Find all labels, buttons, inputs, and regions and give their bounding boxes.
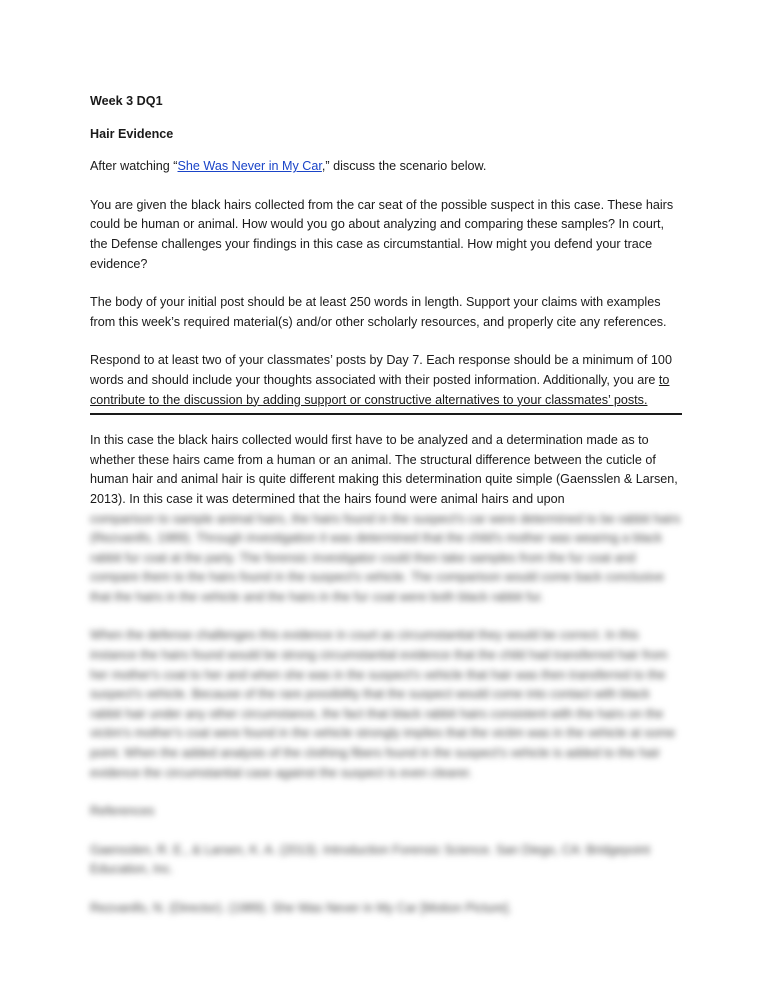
respond-paragraph [90,351,682,410]
intro-text-before: After watching “ [90,159,178,174]
respond-underlined-text: to contribute to the discussion by adding support or constructive alternatives to your classmates’ posts. [90,372,670,407]
scenario-paragraph: You are given the black hairs collected from the car seat of the possible suspect in this case. These hairs could be human or animal. How would you go about analyzing and comparing these samples? In court, the Defense challenges your findings in this case as circumstantial. How might you defend your trace evidence? [90,197,674,271]
blurred-defense-paragraph: When the defense challenges this evidence in court as circumstantial they would be correct. In this instance the hairs found would be strong circumstantial evidence that the child had transferred hair from her mother's coat to her and when she was in the suspect's vehicle that hair was then transferred to the suspect's vehicle. Because of the rare possibility that the suspect would come into contact with black rabbit hair under any other circumstance, the fact that black rabbit hairs consistent with the hairs on the victim's mother's coat were found in the vehicle strongly implies that the victim was in the vehicle at some point. When the added analysis of the clothing fibers found in the suspect's vehicle is added to the hair evidence the circumstantial case against the suspect is even clearer. [90,628,676,780]
blurred-reference-1: Gaensslen, R. E., & Larsen, K. A. (2013). Introduction Forensic Science. San Diego, CA: Bridgepoint Education, Inc. [90,842,651,877]
blurred-reference-2: Rezvanifo, N. (Director). (1989). She Was Never in My Car [Motion Picture]. [90,901,512,915]
intro-paragraph [90,157,682,177]
divider-line [90,413,682,415]
page-title: Week 3 DQ1 [90,94,163,108]
intro-text-after: ,” discuss the scenario below. [321,159,487,174]
respond-text: Respond to at least two of your classmates’ posts by Day 7. Each response should be a minimum of 100 words and should include your thoughts associated with their posted information. Additionally, you are [90,353,672,387]
initial-post-paragraph: The body of your initial post should be at least 250 words in length. Support your claims with examples from this week’s required material(s) and/or other scholarly resources, and properly cite any references. [90,295,667,329]
section-heading: Hair Evidence [90,126,174,141]
blurred-answer-continuation: comparison to sample animal hairs, the hairs found in the suspect's car were determined to be rabbit hairs (Rezvanifo, 1989). Through investigation it was determined that the child's mother was wearing a black rabbit fur coat at the party. The forensic investigator could then take samples from the fur coat and compare them to the hairs found in the suspect's vehicle. The comparison would come back conclusive that the hairs in the vehicle and the hairs in the fur coat were both black rabbit fur. [90,511,681,604]
video-link[interactable]: She Was Never in My Car [177,159,322,174]
blurred-references-heading: References [90,804,155,819]
answer-paragraph: In this case the black hairs collected would first have to be analyzed and a determination made as to whether these hairs came from a human or an animal. The structural difference between the cuticle of human hair and animal hair is quite different making this determination quite simple (Gaensslen & Larsen, 2013). In this case it was determined that the hairs found were animal hairs and upon [90,433,678,506]
document-content [90,92,682,919]
